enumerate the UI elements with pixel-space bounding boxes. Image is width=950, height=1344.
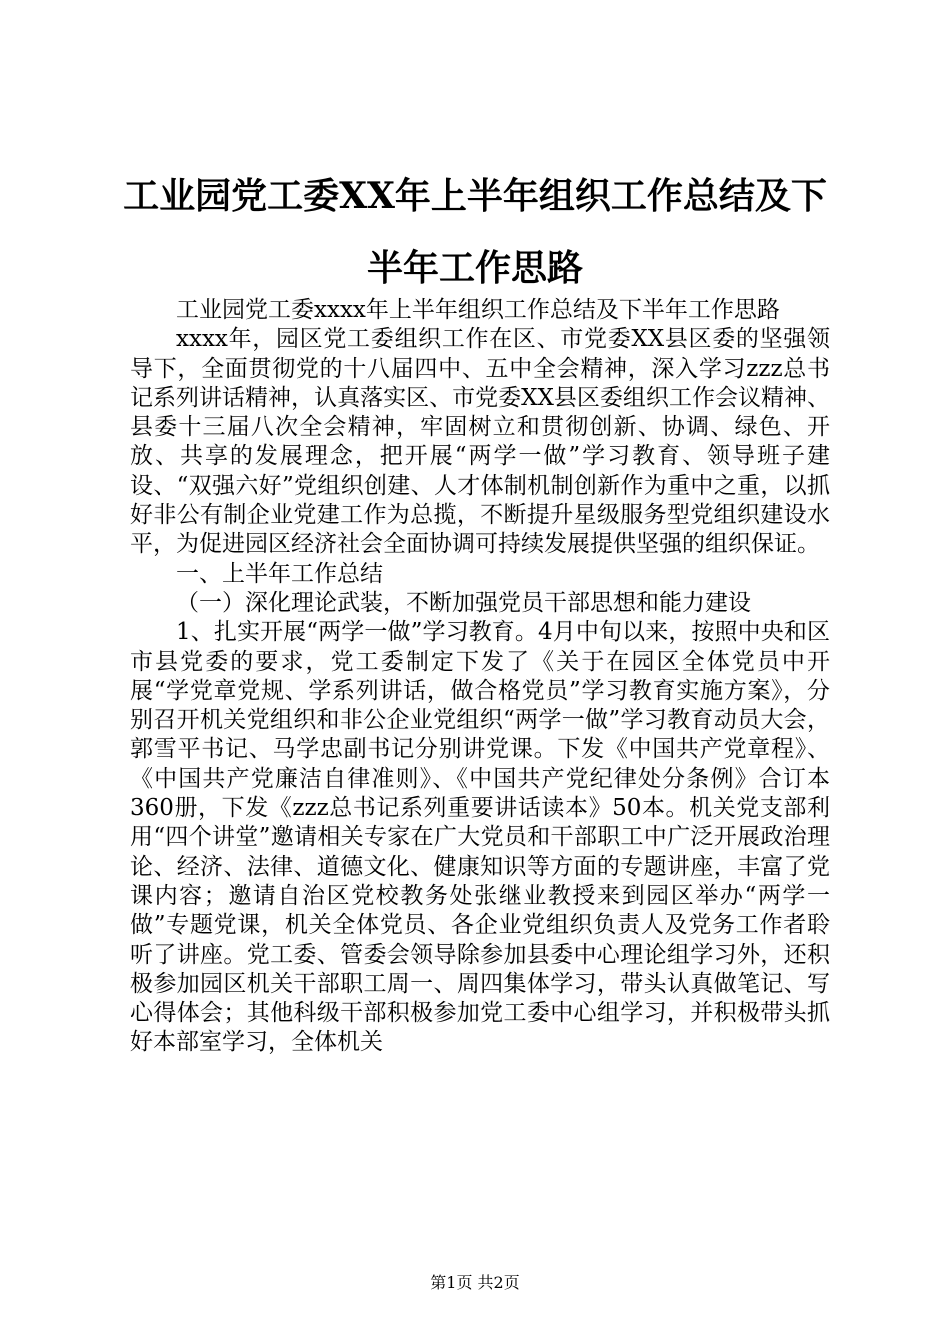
paragraph-intro: xxxx年，园区党工委组织工作在区、市党委XX县区委的坚强领导下，全面贯彻党的十八届四中、五中全会精神，深入学习zzz总书记系列讲话精神，认真落实区、市党委XX县区委组织工作会议精神、县委十三届八次全会精神，牢固树立和贯彻创新、协调、绿色、开放、共享的发展理念，把开展“两学一做”学习教育、领导班子建设、“双强六好”党组织创建、人才体制机制创新作为重中之重，以抓好非公有制企业党建工作为总揽，不断提升星级服务型党组织建设水平，为促进园区经济社会全面协调可持续发展提供坚强的组织保证。	[130, 326, 830, 558]
paragraph-subtitle: 工业园党工委xxxx年上半年组织工作总结及下半年工作思路	[176, 297, 780, 323]
document-title: 工业园党工委XX年上半年组织工作总结及下半年工作思路	[123, 175, 827, 289]
document-body	[130, 296, 830, 1058]
paragraph-item-1: 1、扎实开展“两学一做”学习教育。4月中旬以来，按照中央和区市县党委的要求，党工委制定下发了《关于在园区全体党员中开展“学党章党规、学系列讲话，做合格党员”学习教育实施方案》，分别召开机关党组织和非公企业党组织“两学一做”学习教育动员大会，郭雪平书记、马学忠副书记分别讲党课。下发《中国共产党章程》、《中国共产党廉洁自律准则》、《中国共产党纪律处分条例》合订本360册，下发《zzz总书记系列重要讲话读本》50本。机关党支部利用“四个讲堂”邀请相关专家在广大党员和干部职工中广泛开展政治理论、经济、法律、道德文化、健康知识等方面的专题讲座，丰富了党课内容；邀请自治区党校教务处张继业教授来到园区举办“两学一做”专题党课，机关全体党员、各企业党组织负责人及党务工作者聆听了讲座。党工委、管委会领导除参加县委中心理论组学习外，还积极参加园区机关干部职工周一、周四集体学习，带头认真做笔记、写心得体会；其他科级干部积极参加党工委中心组学习，并积极带头抓好本部室学习，全体机关	[130, 619, 830, 1056]
subsection-heading: （一）深化理论武装，不断加强党员干部思想和能力建设	[176, 589, 751, 616]
page-footer: 第1页 共2页	[430, 1273, 520, 1292]
section-heading: 一、上半年工作总结	[176, 560, 383, 587]
